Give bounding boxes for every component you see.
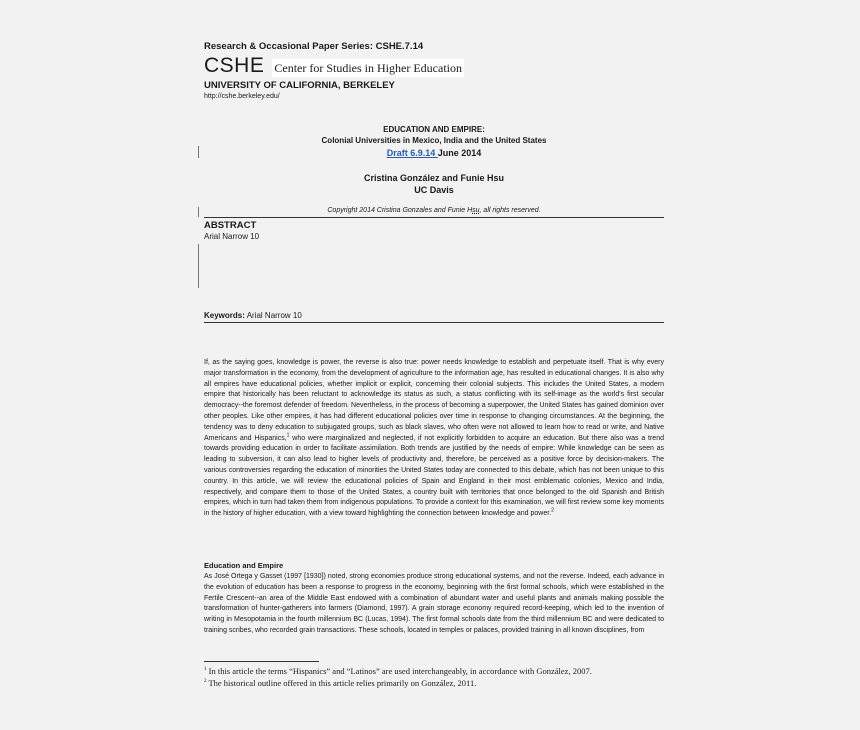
- abstract-text: Arial Narrow 10: [204, 232, 260, 241]
- logo-name: Center for Studies in Higher Education: [274, 61, 462, 75]
- change-bar: [198, 207, 199, 217]
- intro-paragraph: [204, 358, 664, 520]
- document-page: [140, 0, 720, 730]
- footnote-ref-1[interactable]: 1: [286, 432, 290, 439]
- section-paragraph: As José Ortega y Gasset (1997 [1930]) noted, strong economies produce strong educational systems, and not the reverse. Indeed, each advance in the evolution of education has been a response to progress in the economy, beginning with the first formal schools, which were established in the Fertile Crescent--an area of the Middle East endowed with a combination of abundant water and useful plants and animals making possible the transformation of hunter-gatherers into farmers (Diamond, 1997). A grain storage economy required record-keeping, which led to the invention of writing in Mesopotamia in the fourth millennium BC (Lucas, 1994). The first formal schools date from the third millennium BC and were dedicated to training scribes, who recorded grain transactions. These schools, located in temples or palaces, provided training in all known disciplines, from: [204, 573, 664, 634]
- keywords-label: Keywords:: [204, 311, 245, 320]
- affiliation: UC Davis: [414, 185, 454, 195]
- logo-mark: CSHE: [204, 54, 265, 77]
- intro-text-b: who were marginalized and neglected, if not explicitly forbidden to acquire an education. But there also was a trend towards providing education in order to facilitate assimilation. Both trends are justified by the needs of empire: While knowledge can be seen as leading to subversion, it can also lead to higher levels of productivity and, therefore, be perceived as a positive force by decision-makers. The various controversies regarding the education of minorities the United States today are connected to this debate, which has not been unique to this country. In this article, we will review the educational policies of Spain and England in their most emblematic colonies, Mexico and India, respectively, and compare them to those of the United States, a country built with territories that once belonged to the old Spanish and British empires, which in turn had taken them from indigenous populations. To provide a context for this examination, we will first review some key moments in the history of higher education, with a view toward highlighting the connection between knowledge and power.: [204, 434, 664, 518]
- footnote-1: [204, 666, 592, 676]
- copyright-text-end: , all rights reserved.: [479, 207, 541, 214]
- paper-title: EDUCATION AND EMPIRE:: [383, 125, 485, 134]
- change-bar: [198, 244, 199, 288]
- footnote-num: 1: [204, 667, 207, 673]
- paper-subtitle: Colonial Universities in Mexico, India and the United States: [321, 136, 547, 145]
- keywords-text: Arial Narrow 10: [244, 311, 302, 320]
- copyright-text: Copyright 2014 Cristina Gonzales and Funie H: [327, 207, 473, 214]
- university-name: UNIVERSITY OF CALIFORNIA, BERKELEY: [204, 80, 395, 91]
- draft-date: [204, 148, 664, 158]
- paper-series: Research & Occasional Paper Series: CSHE.7.14: [204, 41, 424, 52]
- footnote-text: The historical outline offered in this article relies primarily on González, 2011.: [206, 678, 477, 688]
- website-url[interactable]: http://cshe.berkeley.edu/: [204, 93, 280, 100]
- date-text: June 2014: [437, 148, 482, 158]
- intro-text-a: If, as the saying goes, knowledge is power, the reverse is also true: power needs knowledge to establish and perpetuate itself. That is why every major transformation in the economy, from the development of agriculture to the information age, has resulted in educational changes. It is also why all empires have educational policies, whether implicit or explicit, concerning their colonial subjects. This includes the United States, a modern empire that historically has been reluctant to acknowledge its status as such, a status conflicting with its self-image as the world's first secular democracy--the foremost defender of freedom. Nevertheless, in the process of becoming a superpower, the United States has gained dominion over other peoples. Like other empires, it has had different educational policies over time in response to changing circumstances. At the beginning, the tendency was to deny education to subjugated groups, such as black slaves, who often were not allowed to learn how to read or write, and Native Americans and Hispanics,: [204, 359, 664, 442]
- divider: [204, 217, 664, 218]
- section-heading: Education and Empire: [204, 561, 284, 570]
- keywords-line: [204, 311, 302, 320]
- copyright-hsu: su: [472, 207, 480, 214]
- footnote-2: [204, 678, 476, 688]
- draft-link[interactable]: Draft 6.9.14: [386, 148, 438, 158]
- copyright-line: [204, 207, 664, 214]
- footnote-separator: [204, 661, 319, 662]
- abstract-heading: ABSTRACT: [204, 220, 257, 231]
- footnote-text: In this article the terms “Hispanics” and “Latinos” are used interchangeably, in accordance with González, 2007.: [206, 666, 592, 676]
- change-bar: [198, 146, 199, 158]
- cshe-logo: [204, 54, 464, 78]
- footnote-num: 2: [204, 679, 207, 685]
- footnote-ref-2[interactable]: 2: [551, 507, 554, 514]
- divider: [204, 322, 664, 323]
- authors: Cristina González and Funie Hsu: [363, 173, 505, 183]
